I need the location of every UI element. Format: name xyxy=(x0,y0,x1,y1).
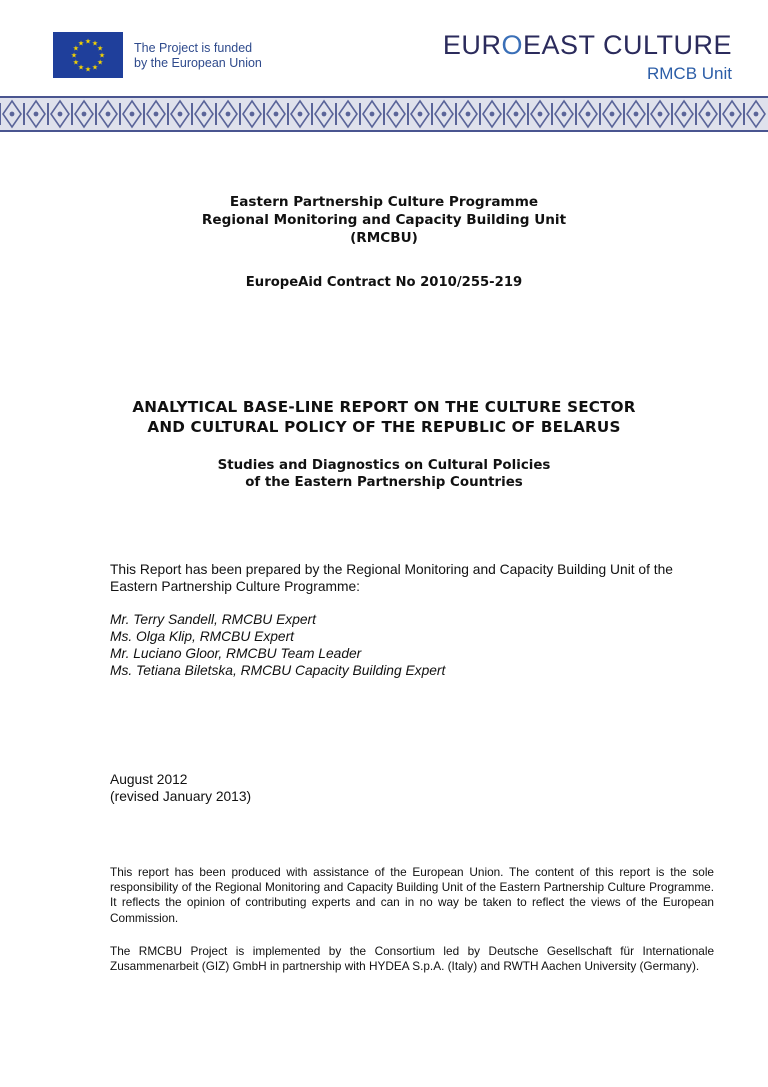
euroeast-culture-logo xyxy=(443,30,732,84)
programme-line2: Regional Monitoring and Capacity Building Unit xyxy=(201,212,567,228)
prepared-line1: This Report has been prepared by the Regional Monitoring and Capacity Building Unit of the xyxy=(110,562,673,577)
svg-text:★: ★ xyxy=(72,44,80,53)
prepared-by-statement xyxy=(110,561,710,595)
programme-heading xyxy=(0,193,768,247)
brand-part4: EAST CULTURE xyxy=(522,30,732,60)
expert-list xyxy=(110,611,710,679)
report-subtitle xyxy=(0,457,768,491)
programme-line3: (RMCBU) xyxy=(350,230,418,246)
report-subtitle-line1: Studies and Diagnostics on Cultural Policies xyxy=(217,458,551,473)
svg-text:★: ★ xyxy=(91,39,99,48)
ornamental-band xyxy=(0,96,768,132)
expert-item: Ms. Olga Klip, RMCBU Expert xyxy=(110,629,295,644)
svg-text:★: ★ xyxy=(77,39,85,48)
date-line2: (revised January 2013) xyxy=(110,789,252,804)
expert-item: Mr. Terry Sandell, RMCBU Expert xyxy=(110,612,316,627)
svg-text:★: ★ xyxy=(84,65,92,74)
svg-text:★: ★ xyxy=(96,44,104,53)
report-title-line1: ANALYTICAL BASE-LINE REPORT ON THE CULTURE SECTOR xyxy=(132,398,636,416)
eu-flag-logo xyxy=(53,32,123,78)
brand-part2: R xyxy=(481,30,502,60)
date-line1: August 2012 xyxy=(110,772,188,787)
report-title xyxy=(0,398,768,437)
brand-unit: RMCB Unit xyxy=(646,64,732,83)
svg-text:★: ★ xyxy=(98,51,106,60)
disclaimer-paragraph: This report has been produced with assistance of the European Union. The content of this report is the sole responsibility of the Regional Monitoring and Capacity Building Unit of the Eastern Partnership Culture Programme. It reflects the opinion of contributing experts and can in no way be taken to reflect the views of the European Commission. xyxy=(110,865,714,925)
consortium-paragraph: The RMCBU Project is implemented by the Consortium led by Deutsche Gesellschaft für Internationale Zusammenarbeit (GIZ) GmbH in partnership with HYDEA S.p.A. (Italy) and RWTH Aachen University (Germany). xyxy=(110,944,714,974)
svg-text:★: ★ xyxy=(72,58,80,67)
report-subtitle-line2: of the Eastern Partnership Countries xyxy=(245,475,523,490)
svg-text:★: ★ xyxy=(77,63,85,72)
brand-name xyxy=(443,30,732,60)
svg-text:★: ★ xyxy=(96,58,104,67)
eu-funding-line2: by the European Union xyxy=(134,56,262,70)
svg-text:★: ★ xyxy=(91,63,99,72)
brand-part1: EU xyxy=(442,30,482,60)
prepared-line2: Eastern Partnership Culture Programme: xyxy=(110,579,360,594)
expert-item: Mr. Luciano Gloor, RMCBU Team Leader xyxy=(110,646,362,661)
programme-line1: Eastern Partnership Culture Programme xyxy=(229,194,539,210)
eu-funding-line1: The Project is funded xyxy=(134,41,253,55)
report-date xyxy=(110,771,710,805)
contract-number: EuropeAid Contract No 2010/255-219 xyxy=(245,275,523,290)
eu-stars-icon xyxy=(53,32,123,78)
svg-text:★: ★ xyxy=(84,37,92,46)
expert-item: Ms. Tetiana Biletska, RMCBU Capacity Building Expert xyxy=(110,663,446,678)
brand-part3: O xyxy=(501,30,523,60)
report-title-line2: AND CULTURAL POLICY OF THE REPUBLIC OF BELARUS xyxy=(147,417,621,436)
svg-text:★: ★ xyxy=(70,51,78,60)
eu-funding-note xyxy=(134,41,262,71)
